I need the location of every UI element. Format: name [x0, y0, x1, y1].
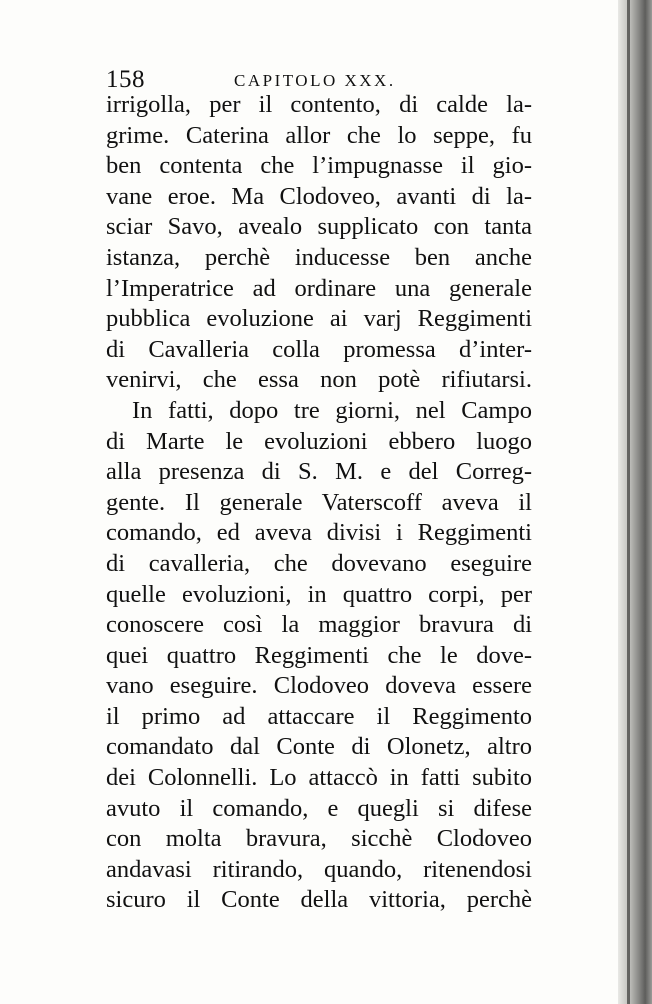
- text-line: grime. Caterina allor che lo seppe, fu: [106, 121, 532, 149]
- text-line: sicuro il Conte della vittoria, perchè: [106, 886, 532, 914]
- text-line: comandato dal Conte di Olonetz, altro: [106, 733, 532, 761]
- text-line: avuto il comando, e quegli si difese: [106, 794, 532, 822]
- text-line: di cavalleria, che dovevano eseguire: [106, 549, 532, 577]
- text-line: comando, ed aveva divisi i Reggimenti: [106, 519, 532, 547]
- text-line: irrigolla, per il contento, di calde la-: [106, 91, 532, 118]
- text-line: gente. Il generale Vaterscoff aveva il: [106, 488, 532, 516]
- text-line: pubblica evoluzione ai varj Reggimenti: [106, 305, 532, 333]
- text-line: sciar Savo, avealo supplicato con tanta: [106, 213, 532, 241]
- text-line: istanza, perchè inducesse ben anche: [106, 243, 532, 271]
- page-edge-line: [627, 0, 630, 1004]
- text-line: vano eseguire. Clodoveo doveva essere: [106, 672, 532, 700]
- text-line: quei quattro Reggimenti che le dove-: [106, 641, 532, 669]
- page-edge-shadow: [618, 0, 652, 1004]
- text-line: conoscere così la maggior bravura di: [106, 611, 532, 639]
- text-line: quelle evoluzioni, in quattro corpi, per: [106, 580, 532, 608]
- text-line: andavasi ritirando, quando, ritenendosi: [106, 855, 532, 883]
- text-line: di Marte le evoluzioni ebbero luogo: [106, 427, 532, 455]
- text-line: ben contenta che l’impugnasse il gio-: [106, 152, 532, 180]
- text-line: vane eroe. Ma Clodoveo, avanti di la-: [106, 182, 532, 210]
- text-line: alla presenza di S. M. e del Correg-: [106, 458, 532, 486]
- text-line: l’Imperatrice ad ordinare una generale: [106, 274, 532, 302]
- text-line: con molta bravura, sicchè Clodoveo: [106, 825, 532, 853]
- body-text: [106, 90, 532, 916]
- page-number: 158: [106, 66, 145, 93]
- text-line: di Cavalleria colla promessa d’inter-: [106, 335, 532, 363]
- text-line: In fatti, dopo tre giorni, nel Campo: [132, 396, 532, 424]
- text-line: il primo ad attaccare il Reggimento: [106, 702, 532, 730]
- text-line: venirvi, che essa non potè rifiutarsi.: [106, 366, 532, 394]
- text-line: dei Colonnelli. Lo attaccò in fatti subito: [106, 764, 532, 792]
- chapter-title: CAPITOLO XXX.: [234, 71, 396, 90]
